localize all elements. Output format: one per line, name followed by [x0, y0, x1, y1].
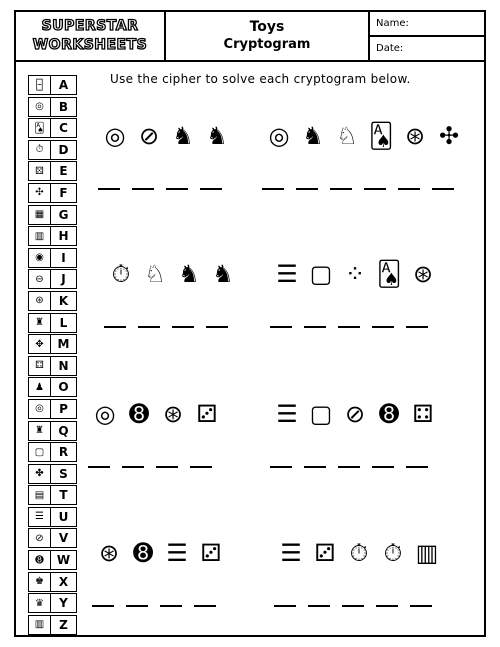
answer-blank[interactable]	[88, 466, 110, 468]
cipher-letter: A	[51, 75, 77, 95]
eight-ball-icon: ➑	[28, 550, 51, 570]
answer-blank[interactable]	[410, 605, 432, 607]
answer-blank[interactable]	[398, 188, 420, 190]
cipher-letter: I	[51, 248, 77, 268]
cryptogram-icons	[270, 398, 440, 430]
backgammon-icon: ▥	[28, 226, 51, 246]
answer-blank[interactable]	[274, 605, 296, 607]
answer-blank[interactable]	[372, 466, 394, 468]
answer-blank[interactable]	[308, 605, 330, 607]
cryptogram-icons	[262, 120, 466, 152]
answer-blank[interactable]	[138, 326, 160, 328]
jenga-tower-icon: ☰	[276, 260, 298, 288]
cipher-row	[28, 421, 78, 443]
cipher-row	[28, 572, 78, 594]
answer-blank[interactable]	[262, 188, 284, 190]
dart-target-icon: ⊛	[162, 400, 184, 428]
jenga-tower-icon: ☰	[280, 539, 302, 567]
cipher-letter: P	[51, 399, 77, 419]
dartboard-icon: ◎	[28, 399, 51, 419]
logo-line1: SUPERSTAR	[41, 18, 139, 34]
cipher-letter: W	[51, 550, 77, 570]
dice-icon: ⚄	[28, 161, 51, 181]
backgammon-board-icon: ▥	[28, 615, 51, 635]
dice-five-icon: ⚃	[412, 400, 434, 428]
eight-ball-icon: ➑	[378, 400, 400, 428]
date-field[interactable]: Date:	[376, 43, 404, 54]
jenga-tower-icon: ☰	[276, 400, 298, 428]
answer-blanks	[104, 326, 240, 328]
cryptogram-icons	[274, 537, 444, 569]
cipher-key	[28, 75, 78, 636]
dartboard-icon: ◉	[28, 248, 51, 268]
cipher-row	[28, 97, 78, 119]
answer-blanks	[98, 188, 234, 190]
cipher-row	[28, 593, 78, 615]
cipher-row	[28, 356, 78, 378]
chess-clock-icon: ⏱	[111, 260, 131, 288]
cipher-letter: T	[51, 485, 77, 505]
answer-blank[interactable]	[406, 466, 428, 468]
cipher-row	[28, 442, 78, 464]
answer-blank[interactable]	[330, 188, 352, 190]
cipher-letter: C	[51, 118, 77, 138]
answer-blank[interactable]	[296, 188, 318, 190]
cipher-letter: Q	[51, 421, 77, 441]
cipher-row	[28, 291, 78, 313]
answer-blank[interactable]	[132, 188, 154, 190]
instructions: Use the cipher to solve each cryptogram below.	[110, 72, 411, 86]
answer-blank[interactable]	[270, 466, 292, 468]
answer-blanks	[270, 466, 440, 468]
cipher-row	[28, 399, 78, 421]
cipher-letter: U	[51, 507, 77, 527]
target-board-icon: ◎	[28, 97, 51, 117]
jenga-tower-icon: ☰	[28, 507, 51, 527]
backgammon-board-icon: ▥	[415, 539, 439, 567]
chess-clock-icon: ⏱	[383, 539, 403, 567]
answer-blank[interactable]	[406, 326, 428, 328]
cipher-letter: E	[51, 161, 77, 181]
answer-blank[interactable]	[98, 188, 120, 190]
dartboard-icon: ◎	[94, 400, 116, 428]
cipher-row	[28, 507, 78, 529]
answer-blank[interactable]	[194, 605, 216, 607]
cipher-letter: F	[51, 183, 77, 203]
chess-knight-icon: ♘	[336, 122, 358, 150]
answer-blank[interactable]	[156, 466, 178, 468]
answer-blank[interactable]	[432, 188, 454, 190]
answer-blank[interactable]	[304, 326, 326, 328]
cryptogram-5	[88, 398, 224, 468]
name-field[interactable]: Name:	[370, 12, 484, 37]
chess-rook-icon: ♜	[28, 421, 51, 441]
puzzle-piece-icon: ✣	[438, 122, 460, 150]
answer-blanks	[270, 326, 440, 328]
cipher-row	[28, 248, 78, 270]
answer-blank[interactable]	[122, 466, 144, 468]
cipher-letter: L	[51, 313, 77, 333]
domino-icon: 🁣	[28, 75, 51, 95]
domino-icon: ⁘	[344, 260, 366, 288]
playing-cards-icon: 🂡	[368, 122, 394, 150]
answer-blanks	[274, 605, 444, 607]
chess-king-icon: ♚	[28, 572, 51, 592]
dice-five-icon: ⚃	[28, 356, 51, 376]
cipher-row	[28, 313, 78, 335]
cryptogram-4	[270, 258, 440, 328]
robot-toy-icon: ♞	[178, 260, 200, 288]
title-box	[166, 12, 370, 60]
cipher-row	[28, 377, 78, 399]
playing-cards-icon: 🂡	[376, 260, 402, 288]
dart-target-icon: ⊛	[28, 291, 51, 311]
cipher-row	[28, 205, 78, 227]
handheld-game-icon: ⊘	[28, 528, 51, 548]
answer-blank[interactable]	[126, 605, 148, 607]
chess-queen-icon: ♛	[28, 593, 51, 613]
robot-toy-icon: ♜	[28, 313, 51, 333]
answer-blank[interactable]	[364, 188, 386, 190]
dartboard-icon: ◎	[104, 122, 126, 150]
cipher-row	[28, 269, 78, 291]
answer-blank[interactable]	[166, 188, 188, 190]
answer-blank[interactable]	[92, 605, 114, 607]
robot-toy-icon: ♞	[212, 260, 234, 288]
cryptogram-2	[262, 120, 466, 190]
cipher-row	[28, 464, 78, 486]
cryptogram-3	[104, 258, 240, 328]
playing-cards-icon: 🂡	[28, 118, 51, 138]
cipher-letter: G	[51, 205, 77, 225]
dice-icon: ⚂	[200, 539, 222, 567]
cipher-row	[28, 118, 78, 140]
cipher-row	[28, 140, 78, 162]
robot-toy-icon: ♞	[206, 122, 228, 150]
skateboard-icon: ⊖	[28, 269, 51, 289]
cryptogram-icons	[104, 258, 240, 290]
superstar-logo	[16, 12, 166, 60]
answer-blank[interactable]	[104, 326, 126, 328]
card-icon: ▢	[309, 400, 333, 428]
answer-blank[interactable]	[200, 188, 222, 190]
cipher-row	[28, 183, 78, 205]
page-subtitle: Cryptogram	[223, 37, 311, 52]
answer-blank[interactable]	[160, 605, 182, 607]
cipher-letter: N	[51, 356, 77, 376]
answer-blank[interactable]	[190, 466, 212, 468]
cipher-row	[28, 615, 78, 637]
card-icon: ▢	[309, 260, 333, 288]
answer-blank[interactable]	[372, 326, 394, 328]
cipher-letter: Z	[51, 615, 77, 635]
puzzle-icon: ✤	[28, 464, 51, 484]
cipher-letter: H	[51, 226, 77, 246]
chess-clock-icon: ⏱	[28, 140, 51, 160]
cipher-row	[28, 485, 78, 507]
answer-blank[interactable]	[206, 326, 228, 328]
answer-blank[interactable]	[172, 326, 194, 328]
cipher-letter: J	[51, 269, 77, 289]
game-board-icon: ▦	[28, 205, 51, 225]
dart-target-icon: ⊛	[98, 539, 120, 567]
robot-toy-icon: ♞	[172, 122, 194, 150]
answer-blanks	[92, 605, 228, 607]
cipher-letter: O	[51, 377, 77, 397]
dice-icon: ⚂	[314, 539, 336, 567]
cipher-row	[28, 75, 78, 97]
cipher-letter: Y	[51, 593, 77, 613]
answer-blanks	[88, 466, 224, 468]
cipher-letter: R	[51, 442, 77, 462]
dice-icon: ⚂	[196, 400, 218, 428]
answer-blank[interactable]	[304, 466, 326, 468]
robot-toy-icon: ♞	[302, 122, 324, 150]
cryptogram-icons	[270, 258, 440, 290]
page-title: Toys	[249, 19, 285, 35]
worksheet-header	[14, 10, 486, 62]
cryptogram-1	[98, 120, 234, 190]
cipher-letter: V	[51, 528, 77, 548]
blocks-icon: ▤	[28, 485, 51, 505]
cryptogram-8	[274, 537, 444, 607]
cryptogram-6	[270, 398, 440, 468]
game-controller-icon: ✥	[28, 334, 51, 354]
handheld-game-icon: ⊘	[344, 400, 366, 428]
cryptogram-icons	[92, 537, 228, 569]
chess-knight-icon: ♘	[144, 260, 166, 288]
cryptogram-icons	[98, 120, 234, 152]
answer-blank[interactable]	[338, 466, 360, 468]
name-date-box	[370, 12, 484, 60]
handheld-game-icon: ⊘	[138, 122, 160, 150]
eight-ball-icon: ➑	[132, 539, 154, 567]
puzzle-piece-icon: ✣	[28, 183, 51, 203]
answer-blank[interactable]	[376, 605, 398, 607]
cipher-letter: B	[51, 97, 77, 117]
chess-pawn-icon: ♟	[28, 377, 51, 397]
cipher-letter: D	[51, 140, 77, 160]
answer-blank[interactable]	[342, 605, 364, 607]
cryptogram-icons	[88, 398, 224, 430]
cryptogram-7	[92, 537, 228, 607]
cipher-letter: X	[51, 572, 77, 592]
cipher-row	[28, 550, 78, 572]
cipher-row	[28, 528, 78, 550]
cipher-row	[28, 161, 78, 183]
cipher-letter: S	[51, 464, 77, 484]
dart-target-icon: ⊛	[412, 260, 434, 288]
answer-blank[interactable]	[270, 326, 292, 328]
eight-ball-icon: ➑	[128, 400, 150, 428]
answer-blank[interactable]	[338, 326, 360, 328]
answer-blanks	[262, 188, 466, 190]
logo-line2: WORKSHEETS	[32, 37, 148, 53]
cipher-row	[28, 226, 78, 248]
cipher-row	[28, 334, 78, 356]
jenga-tower-icon: ☰	[166, 539, 188, 567]
dartboard-icon: ◎	[268, 122, 290, 150]
cipher-letter: K	[51, 291, 77, 311]
chess-clock-icon: ⏱	[349, 539, 369, 567]
dart-target-icon: ⊛	[404, 122, 426, 150]
card-icon: ▢	[28, 442, 51, 462]
cipher-letter: M	[51, 334, 77, 354]
